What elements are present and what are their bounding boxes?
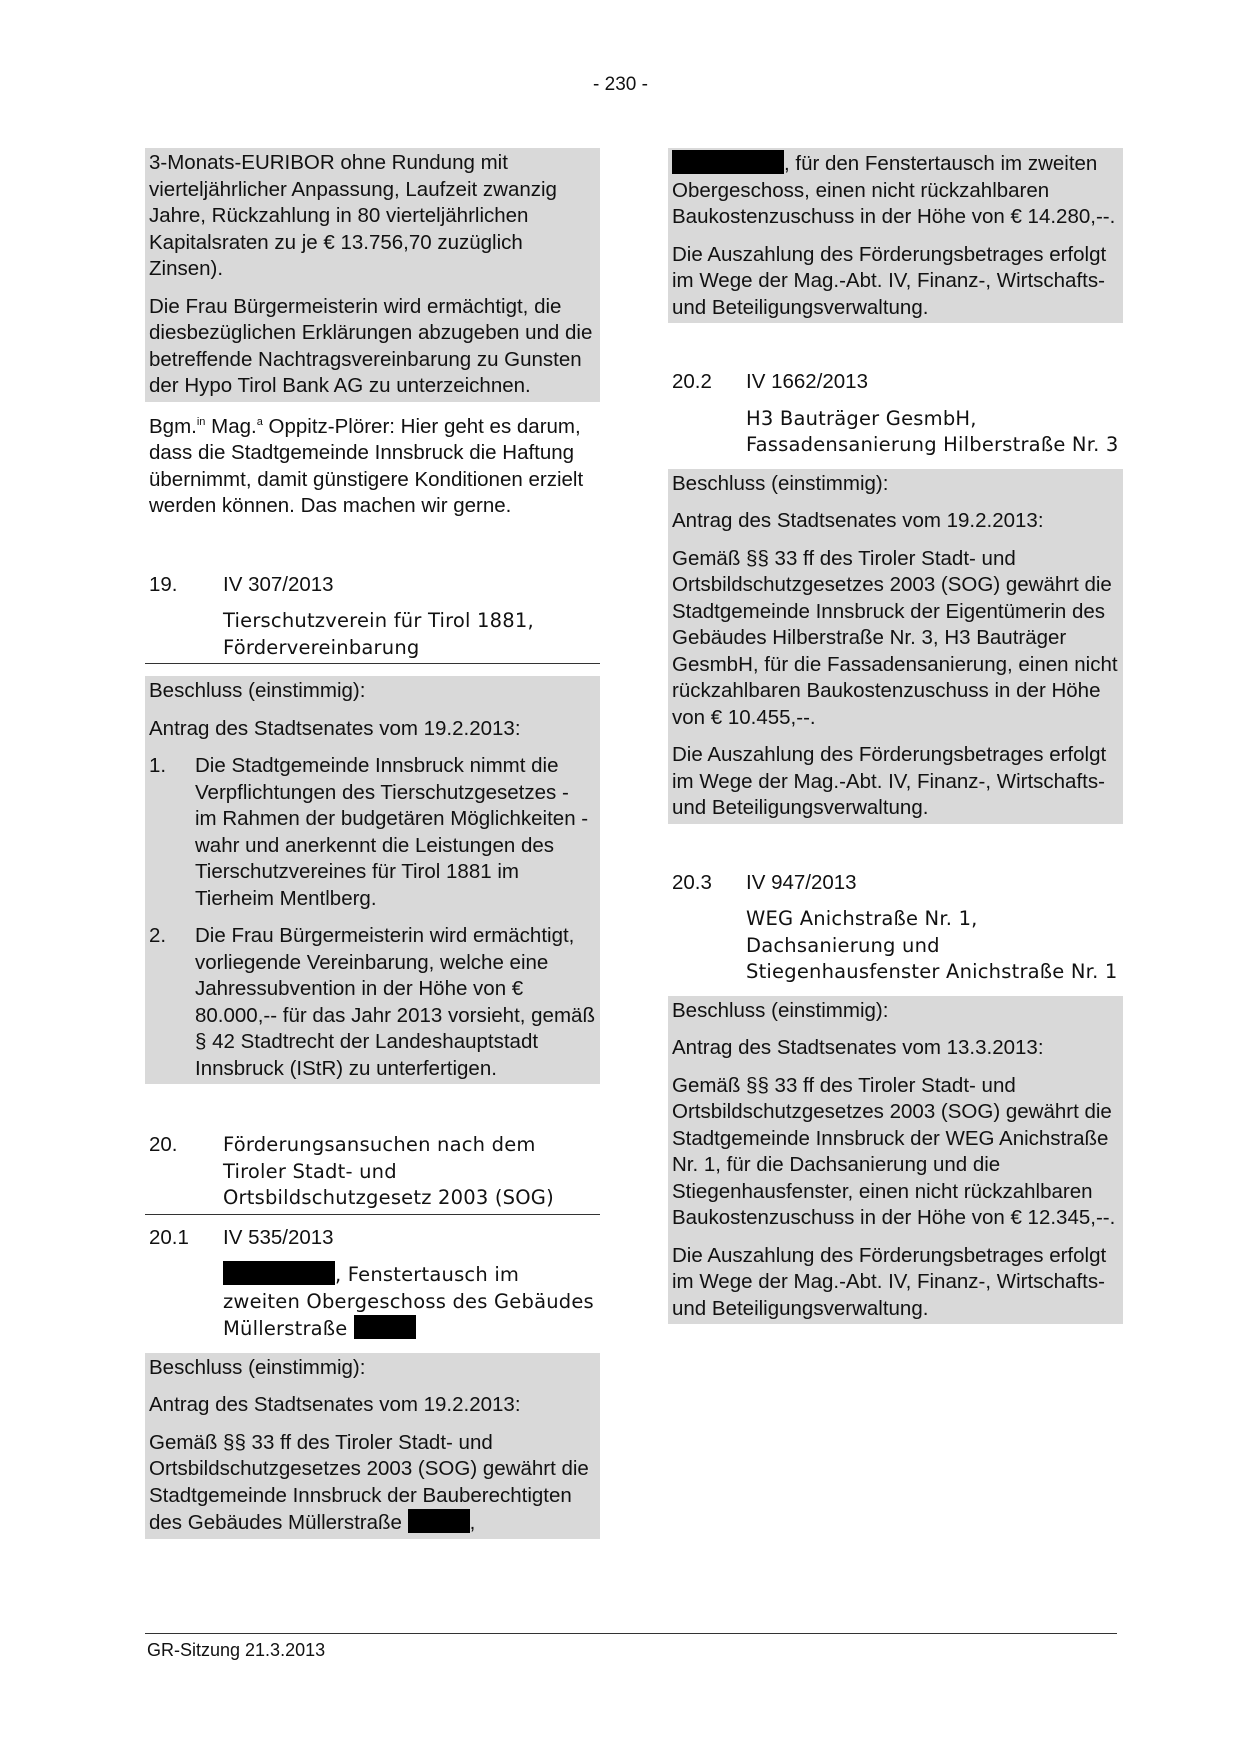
item-title: Förderungsansuchen nach dem Tiroler Stadt- und Ortsbildschutzgesetz 2003 (SOG)	[223, 1133, 554, 1209]
resolution-text	[149, 1430, 596, 1537]
statement-title-suffix: in	[196, 415, 206, 428]
payment-text: Die Auszahlung des Förderungsbetrages erfolgt im Wege der Mag.-Abt. IV, Finanz-, Wirtschafts- und Beteiligungsverwaltung.	[672, 1243, 1107, 1320]
item-reference: IV 535/2013	[223, 1225, 334, 1249]
item-reference: IV 1662/2013	[746, 370, 868, 393]
list-item-number: 1.	[149, 754, 167, 777]
left-column	[145, 148, 600, 1539]
statement-degree-suffix: a	[256, 415, 263, 428]
item-20-2-resolution	[668, 469, 1123, 824]
loan-resolution-block	[145, 148, 600, 402]
item-title: H3 Bauträger GesmbH, Fassadensanierung Hilberstraße Nr. 3	[746, 406, 1119, 456]
loan-terms-text: 3-Monats-EURIBOR ohne Rundung mit vierteljährlicher Anpassung, Laufzeit zwanzig Jahre, Rückzahlung in 80 vierteljährlichen Kapitalsraten zu je € 13.756,70 zuzüglich Zinsen).	[149, 151, 557, 280]
item-20-1-resolution	[145, 1353, 600, 1539]
resolution-label: Beschluss (einstimmig):	[149, 1355, 366, 1379]
item-number: 19.	[149, 572, 178, 596]
mayor-statement	[145, 412, 600, 522]
motion-label: Antrag des Stadtsenates vom 19.2.2013:	[149, 716, 521, 740]
item-20-3-resolution	[668, 996, 1123, 1325]
item-19-resolution	[145, 676, 600, 1084]
statement-text: Oppitz-Plörer: Hier geht es darum, dass die Stadtgemeinde Innsbruck die Haftung übernimmt, damit günstigere Konditionen erzielt werden können. Das machen wir gerne.	[149, 414, 584, 517]
continuation-text	[672, 150, 1119, 231]
item-20-3-header	[668, 870, 1123, 986]
page-number: - 230 -	[593, 74, 648, 95]
resolution-label: Beschluss (einstimmig):	[672, 471, 889, 495]
motion-label: Antrag des Stadtsenates vom 19.2.2013:	[672, 509, 1044, 532]
list-item-text: Die Frau Bürgermeisterin wird ermächtigt, vorliegende Vereinbarung, welche eine Jahressubvention in der Höhe von € 80.000,-- für das Jahr 2013 vorsieht, gemäß § 42 Stadtrecht der Landeshauptstadt Innsbruck (IStR) zu unterfertigen.	[195, 924, 595, 1080]
item-title	[145, 1261, 600, 1343]
footer-session-date: GR-Sitzung 21.3.2013	[147, 1640, 326, 1660]
right-column	[668, 148, 1123, 1324]
list-item	[149, 923, 596, 1082]
item-number: 20.2	[672, 370, 712, 393]
redaction-bar	[223, 1261, 335, 1285]
list-item-text: Die Stadtgemeinde Innsbruck nimmt die Verpflichtungen des Tierschutzgesetzes - im Rahmen der budgetären Möglichkeiten - wahr und anerkennt die Leistungen des Tierschutzvereines für Tirol 1881 im Tierheim Mentlberg.	[195, 754, 589, 910]
item-title-text: , Fenstertausch im zweiten Obergeschoss des Gebäudes Müllerstraße	[223, 1263, 594, 1340]
item-number: 20.	[149, 1133, 178, 1156]
motion-label: Antrag des Stadtsenates vom 19.2.2013:	[149, 1393, 521, 1416]
statement-title: Bgm.	[149, 414, 197, 438]
footer-divider	[145, 1633, 1117, 1634]
item-20-header	[145, 1132, 600, 1215]
resolution-label: Beschluss (einstimmig):	[672, 998, 889, 1022]
item-title: WEG Anichstraße Nr. 1, Dachsanierung und Stiegenhausfenster Anichstraße Nr. 1	[746, 907, 1118, 983]
resolution-text-end: ,	[469, 1511, 476, 1534]
redaction-bar	[354, 1315, 416, 1339]
list-item-number: 2.	[149, 924, 167, 947]
item-20-1-continuation	[668, 148, 1123, 323]
item-reference: IV 307/2013	[223, 572, 334, 596]
resolution-text: Gemäß §§ 33 ff des Tiroler Stadt- und Ortsbildschutzgesetzes 2003 (SOG) gewährt die Stadtgemeinde Innsbruck der WEG Anichstraße Nr. 1, für die Dachsanierung und die Stiegenhausfenster, einen nicht rückzahlbaren Baukostenzuschuss in der Höhe von € 12.345,--.	[672, 1073, 1116, 1229]
item-number: 20.1	[149, 1225, 189, 1249]
statement-degree: Mag.	[205, 414, 257, 438]
payment-text: Die Auszahlung des Förderungsbetrages erfolgt im Wege der Mag.-Abt. IV, Finanz-, Wirtschafts- und Beteiligungsverwaltung.	[672, 743, 1107, 819]
item-title: Tierschutzverein für Tirol 1881, Fördervereinbarung	[223, 609, 534, 659]
item-20-1-header	[145, 1225, 600, 1343]
motion-label: Antrag des Stadtsenates vom 13.3.2013:	[672, 1036, 1044, 1059]
item-20-2-header	[668, 369, 1123, 459]
resolution-text: Gemäß §§ 33 ff des Tiroler Stadt- und Ortsbildschutzgesetzes 2003 (SOG) gewährt die Stadtgemeinde Innsbruck der Eigentümerin des Gebäudes Hilberstraße Nr. 3, H3 Bauträger GesmbH, für die Fassadensanierung, einen nicht rückzahlbaren Baukostenzuschuss in der Höhe von € 10.455,--.	[672, 546, 1118, 729]
authorization-text: Die Frau Bürgermeisterin wird ermächtigt, die diesbezüglichen Erklärungen abzugeben und die betreffende Nachtragsvereinbarung zu Gunsten der Hypo Tirol Bank AG zu unterzeichnen.	[149, 294, 593, 397]
list-item	[149, 753, 596, 912]
resolution-text-body: Gemäß §§ 33 ff des Tiroler Stadt- und Ortsbildschutzgesetzes 2003 (SOG) gewährt die Stadtgemeinde Innsbruck der Bauberechtigten des Gebäudes Müllerstraße	[149, 1430, 589, 1534]
redaction-bar	[408, 1509, 470, 1533]
item-number: 20.3	[672, 870, 712, 894]
continuation-text-body: , für den Fenstertausch im zweiten Obergeschoss, einen nicht rückzahlbaren Baukostenzuschuss in der Höhe von € 14.280,--.	[672, 152, 1116, 228]
item-reference: IV 947/2013	[746, 870, 857, 894]
item-19-header	[145, 572, 600, 665]
resolution-label: Beschluss (einstimmig):	[149, 679, 366, 702]
redaction-bar	[672, 150, 784, 174]
payment-text: Die Auszahlung des Förderungsbetrages erfolgt im Wege der Mag.-Abt. IV, Finanz-, Wirtschafts- und Beteiligungsverwaltung.	[672, 242, 1107, 319]
